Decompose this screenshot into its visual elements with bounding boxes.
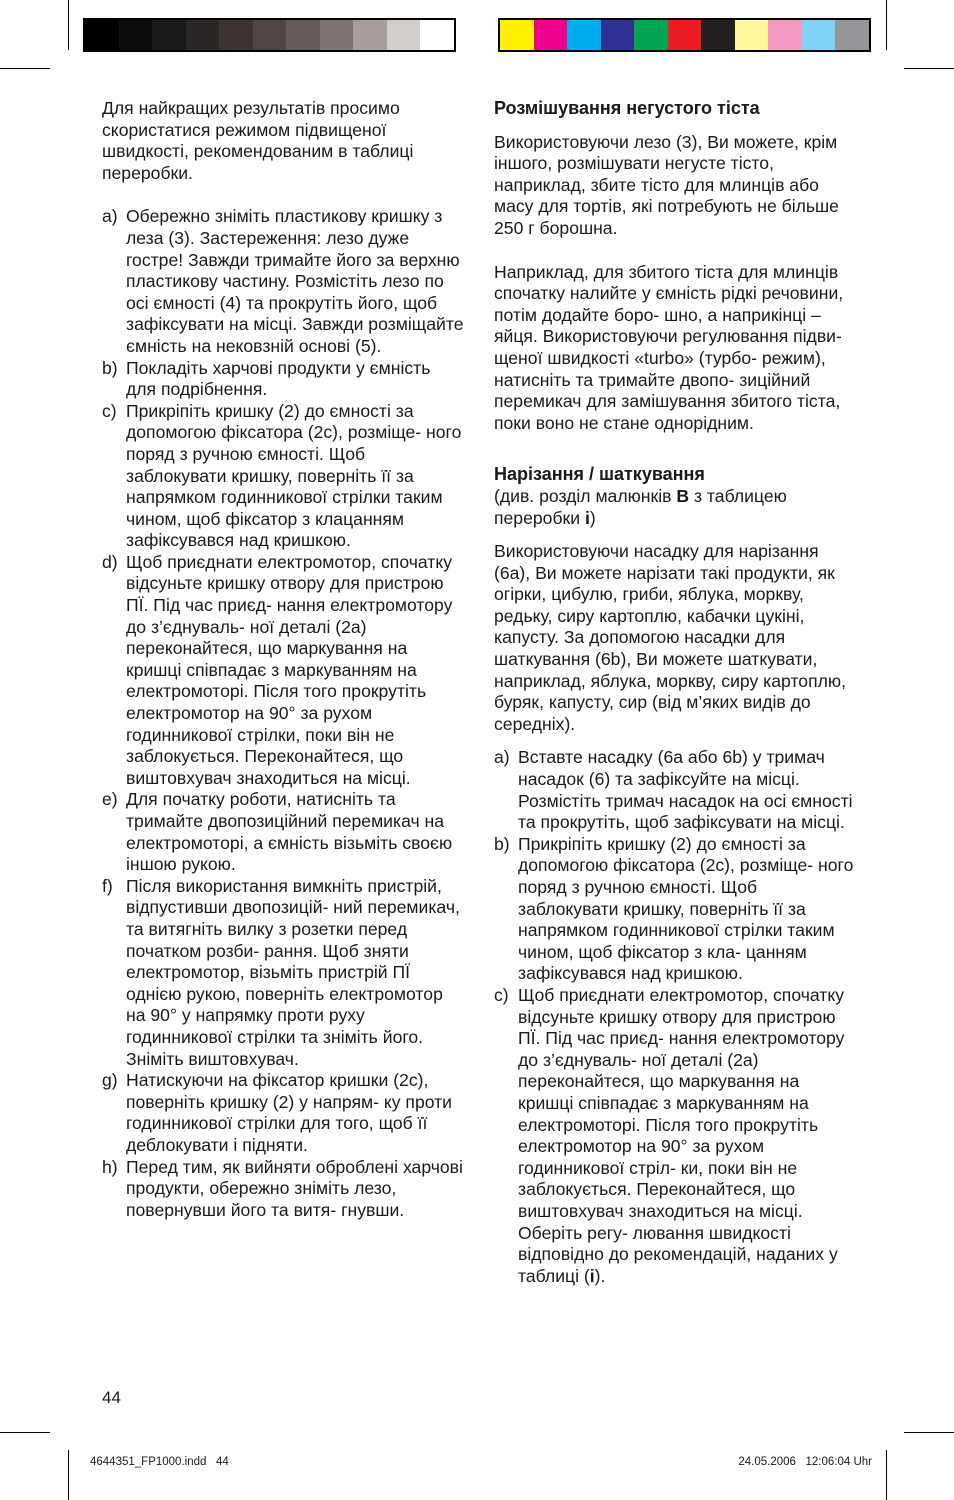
crop-mark [904,68,954,69]
instruction-list [102,206,464,1221]
color-swatch [119,20,153,50]
color-swatch [835,20,869,50]
list-item: b) Прикріпіть кришку (2) до ємності за допомогою фіксатора (2c), розміще- ного поряд з ручною ємності. Щоб заблокувати кришку, поверніть її за напрямком годинникової стрілки таким чином, щоб фіксатор з кла- цанням зафіксувався над кришкою. [494,833,854,984]
color-swatch [420,20,454,50]
list-item: a) Вставте насадку (6a або 6b) у тримач насадок (6) та зафіксуйте на місці. Розмістіть тримач насадок на осі ємності та прокрутіть, щоб зафіксувати на місці. [494,747,853,833]
color-swatch [768,20,802,50]
page-number: 44 [102,1388,121,1407]
color-swatch [286,20,320,50]
color-swatch [85,20,119,50]
color-swatch [534,20,568,50]
instruction-list [494,747,856,1287]
crop-mark [68,1450,69,1500]
intro-paragraph: Для найкращих результатів просимо скористатися режимом підвищеної швидкості, рекомендованим в таблиці переробки. [102,98,414,183]
cmyk-color-bar [498,18,871,52]
color-swatch [500,20,534,50]
list-item: a) Обережно зніміть пластикову кришку з леза (3). Застереження: лезо дуже гостре! Завжди тримайте його за верхню пластикову частину. Розмістіть лезо по осі ємності (4) та прокрутіть його, щоб зафіксувати на місці. Завжди розміщайте ємність на нековзній основі (5). [102,206,464,356]
color-swatch [668,20,702,50]
color-swatch [601,20,635,50]
color-swatch [219,20,253,50]
grayscale-color-bar [83,18,456,52]
color-swatch [802,20,836,50]
list-item: b) Покладіть харчові продукти у ємність для подрібнення. [102,357,431,400]
section-heading-slicing: Нарізання / шаткування [494,464,705,485]
list-item: f) Після використання вимкніть пристрій, відпустивши двопозицій- ний перемикач, та витягніть вилку з розетки перед початком розби- рання. Щоб зняти електромотор, візьміть пристрій ПЇ однією рукою, поверніть електромотор на 90° у напрямку проти руху годинникової стрілки та зніміть його. Зніміть виштовхувач. [102,875,460,1069]
color-swatch [387,20,421,50]
list-item: d) Щоб приєднати електромотор, спочатку відсуньте кришку отвору для пристрою ПЇ. Під час приєд- нання електромотору до з’єднуваль- ної деталі (2a) переконайтеся, що маркування на кришці співпадає з маркуванням на електромоторі. Після того прокрутіть електромотор на 90° за рухом годинникової стрілки, поки він не заблокується. Переконайтеся, що виштовхувач знаходиться на місці. [102,551,453,788]
crop-mark [904,1432,954,1433]
color-swatch [634,20,668,50]
list-item: c) Прикріпіть кришку (2) до ємності за допомогою фіксатора (2c), розміще- ного поряд з ручною ємності. Щоб заблокувати кришку, поверніть її за напрямком годинникової стрілки таким чином, щоб фіксатор з клацанням зафіксувався над кришкою. [102,400,462,551]
color-swatch [253,20,287,50]
right-column [494,98,856,1287]
list-item: e) Для початку роботи, натисніть та тримайте двопозиційний перемикач на електромоторі, а ємність візьміть своєю іншою рукою. [102,789,453,875]
crop-mark [0,1432,50,1433]
footer-file-info: 4644351_FP1000.indd 44 [90,1456,229,1468]
footer-timestamp: 24.05.2006 12:06:04 Uhr [738,1456,872,1468]
color-swatch [701,20,735,50]
list-item: g) Натискуючи на фіксатор кришки (2c), поверніть кришку (2) у напрям- ку проти годинникової стрілки для того, щоб її деблокувати і підняти. [102,1070,453,1155]
crop-mark [886,0,887,50]
left-column [102,98,464,1221]
color-swatch [152,20,186,50]
list-item: h) Перед тим, як вийняти оброблені харчові продукти, обережно зніміть лезо, повернувши його та витя- гнувши. [102,1156,463,1220]
color-swatch [320,20,354,50]
section-heading-batter: Розмішування негустого тіста [494,98,760,118]
crop-mark [886,1450,887,1500]
color-swatch [735,20,769,50]
paragraph: Наприклад, для збитого тіста для млинців спочатку налийте у ємність рідкі речовини, потім додайте боро- шно, а наприкінці – яйця. Використовуючи регулювання підви- щеної швидкості «turbo» (турбо- режим), натисніть та тримайте двопо- зиційний перемикач для замішування збитого тіста, поки воно не стане однорідним. [494,261,844,433]
section-subheading: (див. розділ малюнків B з таблицею переробки i) [494,485,787,528]
list-item: c) Щоб приєднати електромотор, спочатку відсуньте кришку отвору для пристрою ПЇ. Під час приєд- нання електромотору до з’єднуваль- ної деталі (2a) переконайтеся, що маркування на кришці співпадає з маркуванням на електромоторі. Після того прокрутіть електромотор на 90° за рухом годинникової стріл- ки, поки він не заблокується. Переконайтеся, що виштовхувач знаходиться на місці. Оберіть регу- лювання швидкості відповідно до рекомендацій, наданих у таблиці (i). [494,984,845,1286]
color-swatch [353,20,387,50]
color-swatch [186,20,220,50]
crop-mark [68,0,69,50]
crop-mark [0,68,50,69]
color-swatch [567,20,601,50]
paragraph: Використовуючи насадку для нарізання (6a), Ви можете нарізати такі продукти, як огірки, цибулю, гриби, яблука, моркву, редьку, сиру картоплю, кабачки цукіні, капусту. За допомогою насадки для шаткування (6b), Ви можете шаткувати, наприклад, яблука, моркву, сиру картоплю, буряк, капусту, сир (від м’яких видів до середніх). [494,541,846,734]
paragraph: Використовуючи лезо (3), Ви можете, крім іншого, розмішувати негусте тісто, наприклад, збите тісто для млинців або масу для тортів, які потребують не більше 250 г борошна. [494,131,839,238]
